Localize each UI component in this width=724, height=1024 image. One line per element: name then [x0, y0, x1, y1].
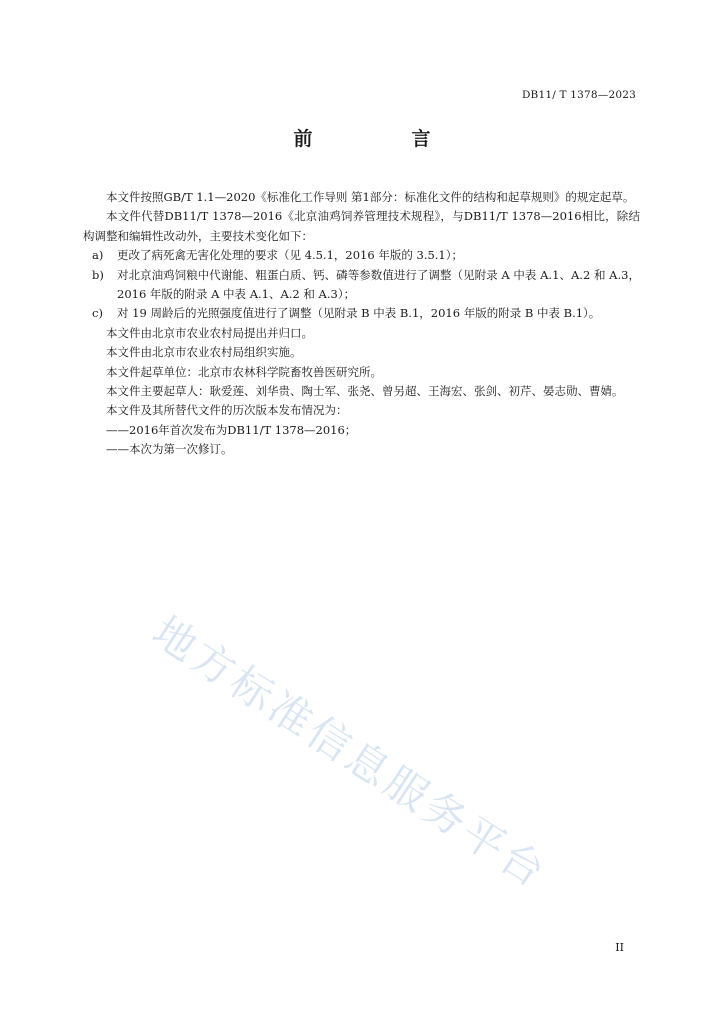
paragraph-proposer: 本文件由北京市农业农村局提出并归口。: [106, 325, 313, 340]
foreword-body: [83, 188, 640, 460]
list-marker: c): [92, 306, 103, 321]
paragraph-version-history: 本文件及其所替代文件的历次版本发布情况为：: [106, 403, 348, 418]
document-code: DB11/ T 1378—2023: [521, 89, 636, 101]
list-item: [83, 246, 640, 265]
paragraph-replacement: 本文件代替DB11/T 1378—2016《北京油鸡饲养管理技术规程》，与DB11/T 1378—2016相比，除结构调整和编辑性改动外，主要技术变化如下：: [83, 209, 640, 243]
list-text: 对 19 周龄后的光照强度值进行了调整（见附录 B 中表 B.1，2016 年版的附录 B 中表 B.1）。: [117, 306, 601, 321]
paragraph-drafting-basis: 本文件按照GB/T 1.1—2020《标准化工作导则 第1部分：标准化文件的结构和起草规则》的规定起草。: [106, 190, 635, 204]
paragraph-history-item: ——本次为第一次修订。: [106, 442, 233, 457]
list-marker: b): [92, 267, 104, 282]
paragraph-history-item: ——2016年首次发布为DB11/T 1378—2016；: [106, 422, 357, 437]
list-marker: a): [92, 248, 104, 263]
paragraph-drafting-unit: 本文件起草单位：北京市农林科学院畜牧兽医研究所。: [106, 364, 382, 379]
list-item: [83, 304, 640, 323]
list-item: [83, 266, 640, 305]
list-text: 对北京油鸡饲粮中代谢能、粗蛋白质、钙、磷等参数值进行了调整（见附录 A 中表 A.1、A.2 和 A.3，2016 年版的附录 A 中表 A.1、A.2 和 A.3）；: [117, 267, 640, 302]
page-number: II: [615, 941, 624, 954]
list-text: 更改了病死禽无害化处理的要求（见 4.5.1，2016 年版的 3.5.1）；: [117, 248, 464, 263]
paragraph-drafters: 本文件主要起草人：耿爱莲、刘华贵、陶士军、张尧、曾另超、王海宏、张剑、初芹、晏志勋、曹婧。: [106, 384, 624, 399]
page-title: 前 言: [293, 128, 471, 150]
paragraph-implementer: 本文件由北京市农业农村局组织实施。: [106, 345, 302, 360]
watermark: 地方标准信息服务平台: [143, 606, 557, 899]
